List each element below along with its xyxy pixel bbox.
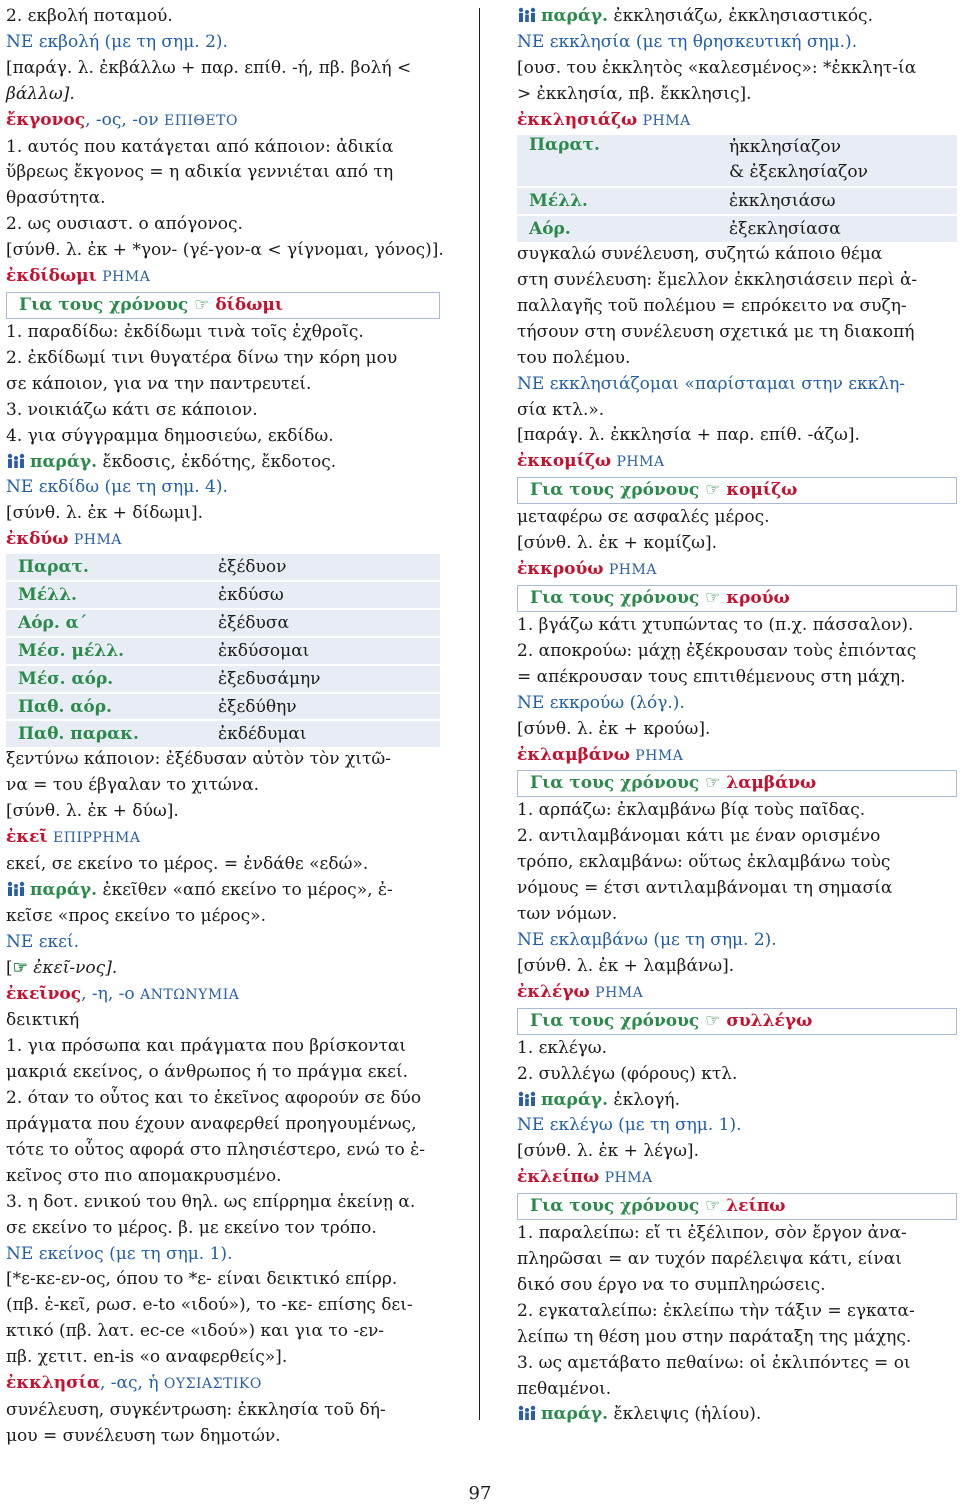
headword: ἐκδίδωμι: [6, 266, 97, 287]
text-line: 2. αντιλαμβάνομαι κάτι με έναν ορισμένο: [517, 826, 881, 847]
derivatives-text: ἐκλογή.: [613, 1089, 680, 1110]
text-line: κτικό (πβ. λατ. ec-ce «ιδού») και για το -εν-: [6, 1321, 385, 1342]
text-line: 1. βγάζω κάτι χτυπώντας το (π.χ. πάσσαλον).: [517, 615, 914, 635]
entry-header: [517, 980, 957, 1007]
entry-header: [517, 743, 957, 770]
text-line: 2. ως ουσιαστ. ο απόγονος.: [6, 214, 243, 235]
part-of-speech: ΟΥΣΙΑΣΤΙΚΟ: [163, 1376, 262, 1393]
text-line: [σύνθ. λ. ἐκ + κομίζω].: [517, 533, 718, 554]
pointing-hand-icon: ☞: [705, 773, 721, 794]
tense-form: ἐξεδύθην: [206, 693, 440, 721]
part-of-speech: ΡΗΜΑ: [608, 562, 657, 579]
family-icon: [6, 453, 26, 469]
text-line: ΝΕ εκεί.: [6, 931, 79, 952]
text-line: ΝΕ εκδίδω (με τη σημ. 4).: [6, 477, 228, 498]
derivatives-text: ἐκεῖθεν «από εκείνο το μέρος», ἐ-: [102, 879, 393, 900]
box-label: Για τους χρόνους: [530, 588, 700, 608]
tense-name: Παρατ.: [6, 554, 206, 581]
entry-header: [6, 1371, 440, 1398]
text-line: ΝΕ εκκλησιάζομαι «παρίσταμαι στην εκκλη-: [517, 373, 905, 394]
tense-form: ἐκκλησιάσω: [717, 187, 957, 215]
part-of-speech: ΡΗΜΑ: [616, 454, 665, 471]
text-line: πληρῶσαι = αν τυχόν παρέλειψα κάτι, είναι: [517, 1249, 902, 1270]
text-line: 1. εκλέγω.: [517, 1037, 608, 1058]
box-label: Για τους χρόνους: [19, 294, 189, 315]
text-line: μακριά εκείνος, ο άνθρωπος ή το πράγμα εκεί.: [6, 1062, 409, 1083]
table-row: [6, 693, 440, 721]
table-row: [517, 215, 957, 242]
box-ref: συλλέγω: [726, 1010, 813, 1031]
part-of-speech: ΕΠΙΘΕΤΟ: [163, 112, 238, 129]
derivatives-label: παράγ.: [541, 6, 609, 26]
derivatives-line: [6, 450, 440, 476]
table-row: [6, 637, 440, 665]
text-line: [ουσ. του ἐκκλητὸς «καλεσμένος»: *ἐκκλητ-ία: [517, 57, 917, 78]
text-line: τρόπο, εκλαμβάνω: οὕτως ἐκλαμβάνω τοὺς: [517, 852, 891, 873]
text-line: ΝΕ εκείνος (με τη σημ. 1).: [6, 1243, 233, 1264]
text-line: πράγματα που έχουν αναφερθεί προηγουμένως,: [6, 1114, 417, 1135]
text-line: 3. ως αμετάβατο πεθαίνω: οἱ ἐκλιπόντες = οι: [517, 1352, 911, 1373]
endings: , -ος, -ον: [85, 109, 159, 130]
derivatives-line: [517, 1088, 957, 1114]
pointing-hand-icon: ☞: [705, 588, 721, 608]
text-line: τότε το οὗτος αφορά στο πλησιέστερο, ενώ το ἐ-: [6, 1139, 425, 1160]
text-line: 1. αρπάζω: ἐκλαμβάνω βίᾳ τοὺς παῖδας.: [517, 800, 866, 821]
derivatives-text: ἔκλειψις (ἡλίου).: [613, 1404, 762, 1425]
part-of-speech: ΡΗΜΑ: [635, 747, 684, 764]
derivatives-line: [6, 878, 440, 904]
table-row: [517, 135, 957, 188]
box-label: Για τους χρόνους: [530, 1196, 700, 1217]
derivatives-label: παράγ.: [30, 879, 98, 900]
table-row: [517, 187, 957, 215]
tense-form-line: ἠκκλησίαζον: [729, 136, 841, 157]
text-line: του πολέμου.: [517, 347, 631, 368]
tense-form-line: & ἐξεκλησίαζον: [729, 162, 868, 183]
text-line: στη συνέλευση: ἔμελλον ἐκκλησιάσειν περὶ ἀ-: [517, 270, 918, 291]
part-of-speech: ΡΗΜΑ: [642, 112, 691, 129]
tense-form: ἐκδέδυμαι: [206, 720, 440, 747]
reference-text: ἐκεῖ-νος].: [33, 957, 118, 978]
tenses-reference-box: [517, 585, 957, 612]
text-line: [*ε-κε-εν-ος, όπου το *ε- είναι δεικτικό επίρρ.: [6, 1269, 398, 1290]
page-number: 97: [468, 1483, 492, 1504]
tenses-reference-box: [517, 1008, 957, 1035]
tense-name: Μέσ. μέλλ.: [6, 637, 206, 665]
text-line: σε εκείνο το μέρος. β. με εκείνο τον τρόπο.: [6, 1217, 377, 1238]
table-row: [6, 720, 440, 747]
tense-form: ἐξέδυον: [206, 554, 440, 581]
left-column: [6, 4, 444, 1450]
derivatives-text: ἐκκλησιάζω, ἐκκλησιαστικός.: [613, 6, 873, 26]
text-line: [παράγ. λ. ἐκβάλλω + παρ. επίθ. -ή, πβ. βολή <: [6, 57, 412, 78]
text-line: δεικτική: [6, 1010, 80, 1031]
text-line: 2. ἐκδίδωμί τινι θυγατέρα δίνω την κόρη μου: [6, 347, 398, 368]
text-line: κεῖσε «προς εκείνο το μέρος».: [6, 905, 266, 926]
text-line: εκεί, σε εκείνο το μέρος. = ἐνδάθε «εδώ».: [6, 853, 369, 874]
tense-name: Μέλλ.: [6, 581, 206, 609]
part-of-speech: ΡΗΜΑ: [604, 1170, 653, 1187]
text-line: βάλλω].: [6, 83, 75, 104]
family-icon: [517, 1091, 537, 1107]
tense-table: [517, 135, 957, 243]
derivatives-line: [517, 1402, 957, 1428]
text-line: δικό σου έργο να το συμπληρώσεις.: [517, 1274, 826, 1295]
box-ref: κομίζω: [726, 480, 798, 501]
entry-header: [517, 108, 957, 135]
text-line: ΝΕ εκκρούω (λόγ.).: [517, 692, 685, 713]
text-line: [σύνθ. λ. ἐκ + δύω].: [6, 801, 179, 822]
text-line: 2. εκβολή ποταμού.: [6, 6, 173, 26]
text-line: συνέλευση, συγκέντρωση: ἐκκλησία τοῦ δή-: [6, 1400, 386, 1421]
text-line: 3. νοικιάζω κάτι σε κάποιον.: [6, 399, 258, 420]
text-line: > ἐκκλησία, πβ. ἔκκλησις].: [517, 83, 752, 104]
text-line: [☞ ἐκεῖ-νος].: [6, 957, 118, 978]
entry-header: [517, 449, 957, 476]
tenses-reference-box: [517, 1193, 957, 1220]
headword: ἐκλείπω: [517, 1167, 600, 1188]
box-ref: λαμβάνω: [726, 773, 817, 794]
column-divider: [479, 8, 480, 1420]
tense-name: Αόρ.: [517, 215, 717, 242]
text-line: [παράγ. λ. ἐκκλησία + παρ. επίθ. -άζω].: [517, 425, 860, 446]
part-of-speech: ΑΝΤΩΝΥΜΙΑ: [140, 986, 240, 1003]
text-line: [σύνθ. λ. ἐκ + *γον- (γέ-γον-α < γίγνομαι, γόνος)].: [6, 240, 444, 261]
tense-name: Παθ. παρακ.: [6, 720, 206, 747]
text-line: σε κάποιον, για να την παντρευτεί.: [6, 373, 312, 394]
derivatives-label: παράγ.: [30, 451, 98, 472]
part-of-speech: ΕΠΙΡΡΗΜΑ: [53, 830, 141, 847]
entry-header: [6, 527, 440, 554]
tense-name: Μέλλ.: [517, 187, 717, 215]
text-line: των νόμων.: [517, 904, 618, 925]
text-line: σία κτλ.».: [517, 399, 605, 420]
tense-form: ἐξέδυσα: [206, 609, 440, 637]
text-line: θρασύτητα.: [6, 188, 106, 209]
text-line: 2. εγκαταλείπω: ἐκλείπω τὴν τάξιν = εγκατα-: [517, 1300, 915, 1321]
family-icon: [517, 7, 537, 23]
tense-form: [717, 135, 957, 188]
text-line: ΝΕ εκλαμβάνω (με τη σημ. 2).: [517, 929, 777, 950]
pointing-hand-icon: ☞: [705, 1010, 721, 1031]
family-icon: [6, 881, 26, 897]
table-row: [6, 665, 440, 693]
box-label: Για τους χρόνους: [530, 1010, 700, 1031]
entry-header: [517, 1165, 957, 1192]
headword: ἐκκλησιάζω: [517, 109, 638, 130]
tense-form: ἐκδύσω: [206, 581, 440, 609]
text-line: 3. η δοτ. ενικού του θηλ. ως επίρρημα ἐκείνῃ α.: [6, 1191, 416, 1212]
text-line: 2. όταν το οὗτος και το ἐκεῖνος αφορούν σε δύο: [6, 1088, 422, 1109]
table-row: [6, 609, 440, 637]
text-line: ΝΕ εκλέγω (με τη σημ. 1).: [517, 1115, 742, 1136]
text-line: 2. συλλέγω (φόρους) κτλ.: [517, 1063, 738, 1084]
text-line: (πβ. ἐ-κεῖ, ρωσ. e-to «ιδού»), το -κε- επίσης δει-: [6, 1295, 413, 1316]
text-line: νόμους = έτσι αντιλαμβάνομαι τη σημασία: [517, 878, 893, 899]
derivatives-line: [517, 4, 957, 30]
pointing-hand-icon: ☞: [12, 957, 28, 978]
text-line: μου = συνέλευση των δημοτών.: [6, 1425, 281, 1446]
tense-form: ἐξεδυσάμην: [206, 665, 440, 693]
pointing-hand-icon: ☞: [705, 1196, 721, 1217]
entry-header: [517, 557, 957, 584]
text-line: ΝΕ εκβολή (με τη σημ. 2).: [6, 31, 228, 52]
entry-header: [6, 108, 440, 135]
right-column: [517, 4, 957, 1428]
tenses-reference-box: [517, 477, 957, 504]
tenses-reference-box: [517, 770, 957, 797]
text-line: [σύνθ. λ. ἐκ + λέγω].: [517, 1141, 699, 1162]
entry-header: [6, 825, 440, 852]
table-row: [6, 581, 440, 609]
text-line: τήσουν στη συνέλευση σχετικά με τη διακοπή: [517, 321, 915, 342]
text-line: [σύνθ. λ. ἐκ + λαμβάνω].: [517, 955, 735, 976]
text-line: 4. για σύγγραμμα δημοσιεύω, εκδίδω.: [6, 425, 334, 446]
text-line: = απέκρουσαν τους επιτιθέμενους στη μάχη.: [517, 666, 906, 687]
text-line: λείπω τη θέση μου στην παράταξη της μάχης.: [517, 1326, 912, 1347]
headword: ἐκκλησία: [6, 1373, 100, 1394]
tense-name: Μέσ. αόρ.: [6, 665, 206, 693]
text-line: ΝΕ εκκλησία (με τη θρησκευτική σημ.).: [517, 31, 858, 52]
tense-form: ἐξεκλησίασα: [717, 215, 957, 242]
entry-header: [6, 264, 440, 291]
part-of-speech: ΡΗΜΑ: [595, 984, 644, 1001]
endings: , -η, -ο: [81, 983, 135, 1004]
tense-form: ἐκδύσομαι: [206, 637, 440, 665]
headword: ἔκγονος: [6, 109, 86, 130]
text-line: πεθαμένοι.: [517, 1378, 612, 1399]
box-label: Για τους χρόνους: [530, 480, 700, 501]
derivatives-label: παράγ.: [541, 1404, 609, 1425]
headword: ἐκλέγω: [517, 981, 590, 1002]
family-icon: [517, 1405, 537, 1421]
text-line: 2. αποκρούω: μάχῃ ἐξέκρουσαν τοὺς ἐπιόντας: [517, 640, 917, 661]
text-line: 1. παραλείπω: εἴ τι ἐξέλιπον, σὸν ἔργον ἀνα-: [517, 1223, 907, 1244]
tense-name: Παρατ.: [517, 135, 717, 188]
table-row: [6, 554, 440, 581]
text-line: 1. παραδίδω: ἐκδίδωμι τινὰ τοῖς ἐχθροῖς.: [6, 321, 364, 342]
headword: ἐκλαμβάνω: [517, 744, 630, 765]
text-line: [σύνθ. λ. ἐκ + κρούω].: [517, 718, 711, 739]
text-line: ὕβρεως ἔκγονος = η αδικία γεννιέται από τη: [6, 162, 394, 183]
part-of-speech: ΡΗΜΑ: [102, 269, 151, 286]
headword: ἐκκρούω: [517, 559, 604, 580]
endings: , -ας, ἡ: [99, 1373, 159, 1394]
tenses-reference-box: [6, 292, 440, 319]
box-ref: δίδωμι: [215, 294, 284, 315]
tense-table: [6, 554, 440, 747]
text-line: να = του έβγαλαν το χιτώνα.: [6, 775, 260, 796]
entry-header: [6, 982, 440, 1009]
tense-name: Παθ. αόρ.: [6, 693, 206, 721]
derivatives-label: παράγ.: [541, 1089, 609, 1110]
pointing-hand-icon: ☞: [705, 480, 721, 501]
headword: ἐκκομίζω: [517, 451, 612, 472]
headword: ἐκεῖ: [6, 827, 48, 848]
headword: ἐκδύω: [6, 529, 69, 550]
text-line: συγκαλώ συνέλευση, συζητώ κάποιο θέμα: [517, 244, 883, 265]
text-line: μεταφέρω σε ασφαλές μέρος.: [517, 507, 770, 528]
text-line: 1. για πρόσωπα και πράγματα που βρίσκονται: [6, 1036, 407, 1057]
tense-name: Αόρ. α΄: [6, 609, 206, 637]
box-ref: κρούω: [726, 588, 790, 608]
text-line: [σύνθ. λ. ἐκ + δίδωμι].: [6, 503, 204, 524]
headword: ἐκεῖνος: [6, 983, 82, 1004]
part-of-speech: ΡΗΜΑ: [73, 532, 122, 549]
derivatives-text: ἔκδοσις, ἐκδότης, ἔκδοτος.: [102, 451, 337, 472]
pointing-hand-icon: ☞: [194, 294, 210, 315]
box-ref: λείπω: [726, 1196, 786, 1217]
text-line: 1. αυτός που κατάγεται από κάποιον: ἀδικία: [6, 136, 394, 157]
text-line: κεῖνος στο πιο απομακρυσμένο.: [6, 1165, 282, 1186]
text-line: ξεντύνω κάποιον: ἐξέδυσαν αὐτὸν τὸν χιτῶ-: [6, 749, 391, 770]
text-line: πβ. χετιτ. en-is «ο αναφερθείς»].: [6, 1347, 288, 1368]
text-line: παλλαγῆς τοῦ πολέμου = επρόκειτο να συζη-: [517, 295, 907, 316]
box-label: Για τους χρόνους: [530, 773, 700, 794]
